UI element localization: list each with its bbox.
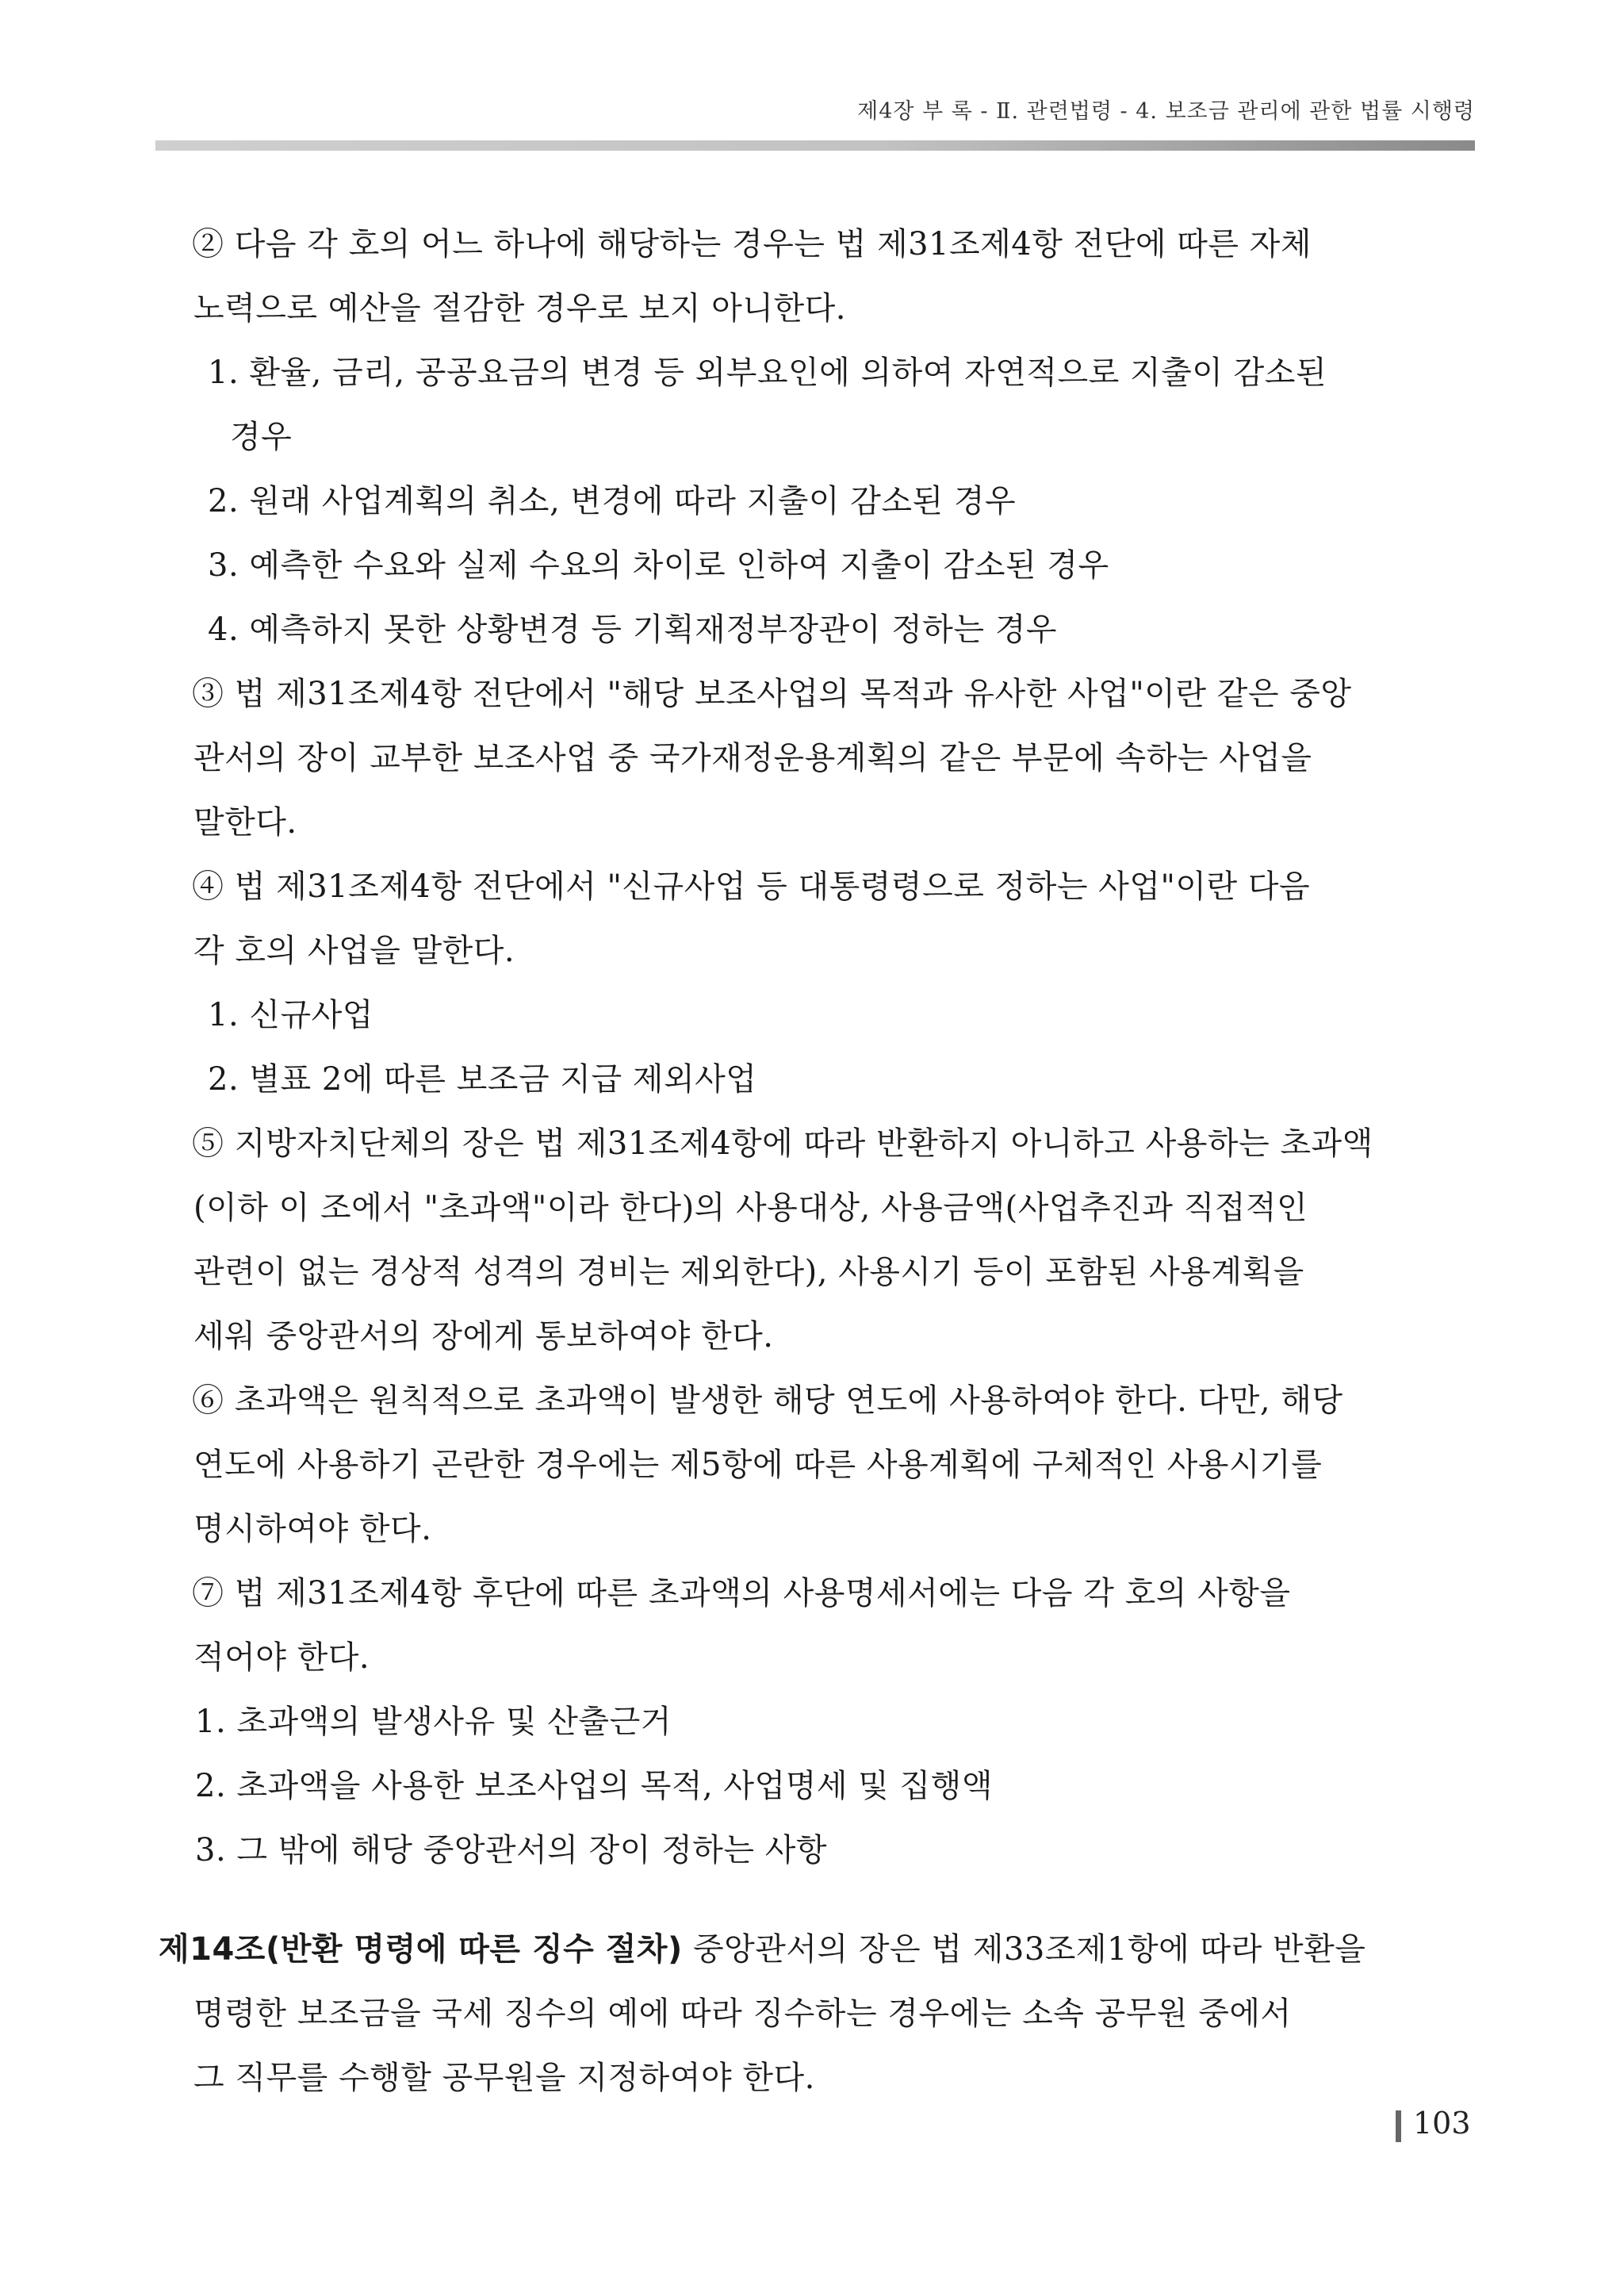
item-4: 4. 예측하지 못한 상황변경 등 기획재정부장관이 정하는 경우 [208, 611, 1058, 648]
paragraph-6-line-2: 연도에 사용하기 곤란한 경우에는 제5항에 따른 사용계획에 구체적인 사용시기를 [193, 1447, 1323, 1483]
paragraph-2-line-1: ② 다음 각 호의 어느 하나에 해당하는 경우는 법 제31조제4항 전단에 따른 자체 [192, 226, 1312, 263]
paragraph-7-line-2: 적어야 한다. [193, 1639, 370, 1676]
paragraph-4-line-1: ④ 법 제31조제4항 전단에서 "신규사업 등 대통령령으로 정하는 사업"이란 다음 [192, 868, 1311, 905]
article-14-line-3: 그 직무를 수행할 공무원을 지정하여야 한다. [193, 2060, 815, 2096]
page-footer [1396, 2106, 1475, 2145]
paragraph-6-line-1: ⑥ 초과액은 원칙적으로 초과액이 발생한 해당 연도에 사용하여야 한다. 다만, 해당 [192, 1382, 1343, 1419]
item-2-surplus-usage: 2. 초과액을 사용한 보조사업의 목적, 사업명세 및 집행액 [195, 1768, 993, 1804]
paragraph-2-line-2: 노력으로 예산을 절감한 경우로 보지 아니한다. [193, 290, 846, 327]
paragraph-5-line-3: 관련이 없는 경상적 성격의 경비는 제외한다), 사용시기 등이 포함된 사용계획을 [193, 1254, 1304, 1290]
article-14-line-1 [159, 1918, 1475, 1982]
paragraph-3-line-2: 관서의 장이 교부한 보조사업 중 국가재정운용계획의 같은 부문에 속하는 사업을 [193, 740, 1312, 776]
paragraph-5-line-4: 세워 중앙관서의 장에게 통보하여야 한다. [193, 1318, 774, 1355]
paragraph-5-line-2: (이하 이 조에서 "초과액"이라 한다)의 사용대상, 사용금액(사업추진과 직접적인 [193, 1190, 1308, 1226]
document-body [159, 213, 1475, 2110]
page-number: 103 [1413, 2106, 1471, 2141]
item-1-new-project: 1. 신규사업 [208, 997, 373, 1033]
paragraph-5-line-1: ⑤ 지방자치단체의 장은 법 제31조제4항에 따라 반환하지 아니하고 사용하는 초과액 [192, 1125, 1373, 1162]
paragraph-6-line-3: 명시하여야 한다. [193, 1511, 432, 1547]
running-header: 제4장 부 록 - Ⅱ. 관련법령 - 4. 보조금 관리에 관한 법률 시행령 [857, 99, 1475, 124]
item-1-line-1: 1. 환율, 금리, 공공요금의 변경 등 외부요인에 의하여 자연적으로 지출이 감소된 [208, 355, 1327, 391]
paragraph-4-line-2: 각 호의 사업을 말한다. [193, 933, 515, 969]
header-rule [155, 140, 1475, 151]
item-3: 3. 예측한 수요와 실제 수요의 차이로 인하여 지출이 감소된 경우 [208, 547, 1109, 584]
item-1-surplus-reason: 1. 초과액의 발생사유 및 산출근거 [195, 1704, 672, 1740]
article-14-text: 중앙관서의 장은 법 제33조제1항에 따라 반환을 [692, 1931, 1366, 1968]
item-3-other-matters: 3. 그 밖에 해당 중앙관서의 장이 정하는 사항 [195, 1832, 828, 1869]
page-number-marker [1396, 2110, 1401, 2142]
paragraph-7-line-1: ⑦ 법 제31조제4항 후단에 따른 초과액의 사용명세서에는 다음 각 호의 사항을 [192, 1575, 1291, 1612]
paragraph-3-line-1: ③ 법 제31조제4항 전단에서 "해당 보조사업의 목적과 유사한 사업"이란 같은 중앙 [192, 676, 1352, 712]
item-2-excluded-project: 2. 별표 2에 따른 보조금 지급 제외사업 [208, 1061, 757, 1098]
item-2: 2. 원래 사업계획의 취소, 변경에 따라 지출이 감소된 경우 [208, 483, 1017, 519]
article-14-title: 제14조(반환 명령에 따른 징수 절차) [159, 1931, 683, 1968]
section-gap [159, 1883, 1475, 1918]
item-1-line-2: 경우 [230, 419, 293, 455]
article-14-line-2: 명령한 보조금을 국세 징수의 예에 따라 징수하는 경우에는 소속 공무원 중에서 [193, 1995, 1292, 2032]
paragraph-3-line-3: 말한다. [193, 804, 297, 841]
